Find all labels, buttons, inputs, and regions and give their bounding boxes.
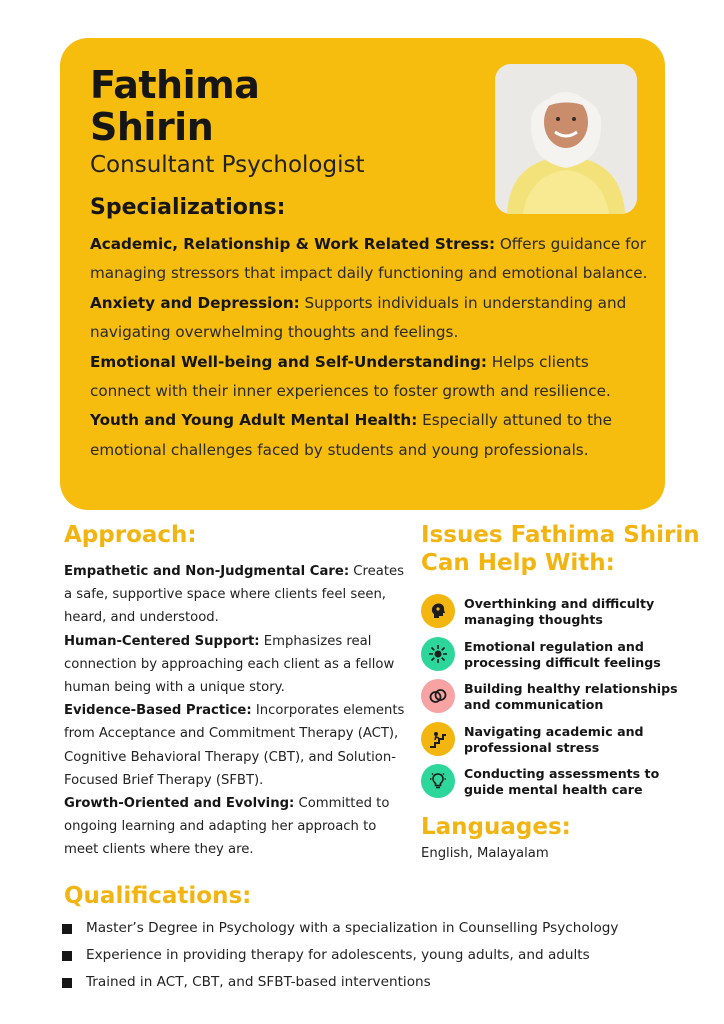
issue-item (421, 762, 691, 804)
emotion-burst-icon (421, 637, 455, 671)
qualifications-title: Qualifications: (64, 883, 252, 909)
languages-value: English, Malayalam (421, 846, 549, 861)
profile-role: Consultant Psychologist (90, 152, 365, 178)
specializations-title: Specializations: (90, 195, 286, 220)
issue-text: Overthinking and difficulty managing thoughts (464, 596, 655, 627)
specialization-text: Offers guidance for managing stressors that impact daily functioning and emotional balance. (90, 235, 648, 283)
approach-text: Committed to ongoing learning and adapting her approach to meet clients where they are. (64, 796, 390, 858)
specialization-text: Helps clients connect with their inner experiences to foster growth and resilience. (90, 352, 611, 401)
profile-name (90, 64, 259, 148)
approach-title: Approach: (64, 522, 197, 548)
specialization-text: Supports individuals in understanding and navigating overwhelming thoughts and feelings. (90, 293, 627, 342)
last-name: Shirin (90, 105, 214, 149)
specialization-item (90, 289, 650, 348)
qualification-item (62, 942, 702, 969)
qualification-item (62, 915, 702, 942)
linked-rings-icon (421, 679, 455, 713)
bullet-square-icon (62, 951, 72, 961)
profile-card (60, 38, 665, 510)
specialization-label: Youth and Young Adult Mental Health: (90, 411, 418, 430)
approach-text: Incorporates elements from Acceptance and Commitment Therapy (ACT), Cognitive Behavioral Therapy (CBT), and Solution-Focused Brief Therapy (SFBT). (64, 703, 405, 788)
issues-list (421, 592, 691, 805)
issue-text: Building healthy relationships and communication (464, 681, 678, 713)
specialization-item (90, 348, 650, 407)
issue-item (421, 635, 691, 677)
specialization-item (90, 230, 650, 289)
thinking-head-icon (421, 594, 455, 628)
qualification-text: Master’s Degree in Psychology with a specialization in Counselling Psychology (86, 920, 619, 936)
approach-item (64, 792, 414, 862)
approach-item (64, 699, 414, 792)
first-name: Fathima (90, 63, 260, 107)
issue-item (421, 677, 691, 719)
approach-list (64, 560, 414, 862)
approach-item (64, 560, 414, 630)
issue-item (421, 720, 691, 762)
specialization-label: Anxiety and Depression: (90, 293, 300, 312)
approach-text: Creates a safe, supportive space where clients feel seen, heard, and understood. (64, 564, 404, 626)
approach-label: Growth-Oriented and Evolving: (64, 796, 295, 812)
portrait-illustration (495, 64, 637, 214)
issues-title-line: Can Help With: (421, 550, 615, 576)
issue-text: Navigating academic and professional stress (464, 723, 644, 755)
qualification-text: Trained in ACT, CBT, and SFBT-based interventions (86, 974, 431, 990)
bullet-square-icon (62, 978, 72, 988)
approach-text: Emphasizes real connection by approaching each client as a fellow human being with a unique story. (64, 633, 395, 696)
profile-photo (495, 64, 637, 214)
specializations-list (90, 230, 650, 465)
stairs-climb-icon (421, 722, 455, 756)
approach-label: Empathetic and Non-Judgmental Care: (64, 564, 350, 579)
specialization-item (90, 406, 650, 465)
qualification-item (62, 969, 702, 996)
issue-item (421, 592, 691, 634)
approach-label: Evidence-Based Practice: (64, 703, 252, 719)
issues-title (421, 521, 700, 577)
issue-text: Conducting assessments to guide mental health care (464, 766, 660, 798)
issues-title-line: Issues Fathima Shirin (421, 522, 700, 548)
qualification-text: Experience in providing therapy for adolescents, young adults, and adults (86, 947, 590, 963)
bullet-square-icon (62, 924, 72, 934)
qualifications-list (62, 915, 702, 996)
specialization-label: Emotional Well-being and Self-Understanding: (90, 352, 487, 371)
lightbulb-icon (421, 764, 455, 798)
approach-label: Human-Centered Support: (64, 633, 260, 649)
issue-text: Emotional regulation and processing difficult feelings (464, 638, 661, 670)
languages-title: Languages: (421, 814, 571, 840)
specialization-text: Especially attuned to the emotional challenges faced by students and young professionals. (90, 411, 613, 459)
approach-item (64, 630, 414, 700)
specialization-label: Academic, Relationship & Work Related Stress: (90, 235, 496, 253)
